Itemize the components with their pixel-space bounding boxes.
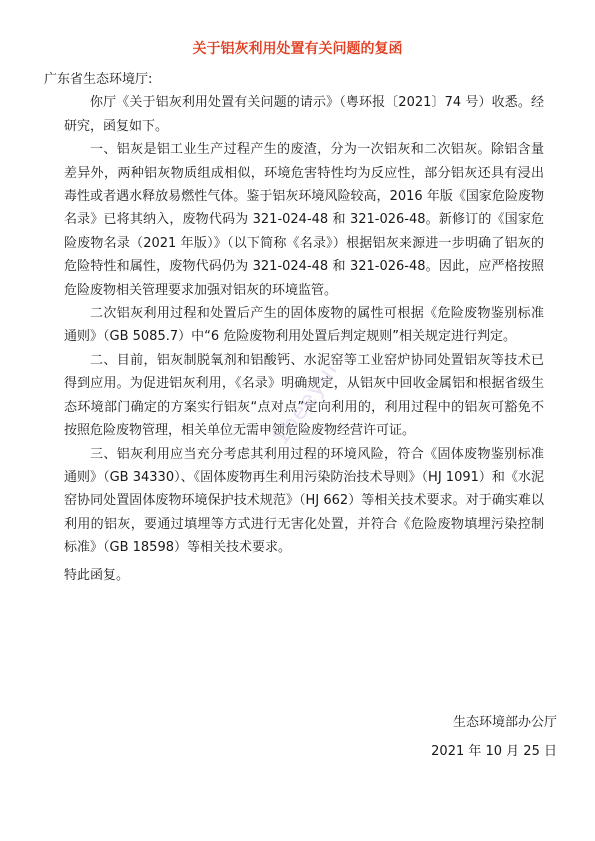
paragraph-one-b: [64, 302, 544, 349]
paragraph-intro-text: 你厅《关于铝灰利用处置有关问题的请示》（粤环报〔2021〕74 号）收悉。经研究，函复如下。: [64, 95, 544, 134]
paragraph-one-text: 一、铝灰是铝工业生产过程产生的废渣，分为一次铝灰和二次铝灰。除铝含量差异外，两种铝灰物质组成相似，环境危害特性均为反应性，部分铝灰还具有浸出毒性或者遇水释放易燃性气体。鉴于铝灰环境风险较高，2016 年版《国家危险废物名录》已将其纳入，废物代码为 321-024-48 和 321-026-48。新修订的《国家危险废物名录（2021 年版）》（以下简称《名录》）根据铝灰来源进一步明确了铝灰的危险特性和属性，废物代码仍为 321-024-48 和 321-026-48。因此，应严格按照危险废物相关管理要求加强对铝灰的环境监管。: [64, 142, 544, 298]
signature-office: 生态环境部办公厅: [452, 715, 557, 730]
paragraph-one: [64, 138, 544, 302]
document-body: [44, 68, 544, 587]
watermark-text: 1beeyul: [268, 357, 344, 450]
paragraph-one-b-text: 二次铝灰利用过程和处置后产生的固体废物的属性可根据《危险废物鉴别标准 通则》（GB 5085.7）中“6 危险废物利用处置后判定规则”相关规定进行判定。: [64, 306, 544, 345]
document-title: 关于铝灰利用处置有关问题的复函: [192, 41, 403, 57]
signature-date: 2021 年 10 月 25 日: [431, 744, 557, 759]
salutation: 广东省生态环境厅:: [44, 72, 153, 87]
signature-block: [431, 708, 557, 766]
paragraph-three-text: 三、铝灰利用应当充分考虑其利用过程的环境风险，符合《固体废物鉴别标准 通则》（GB 34330）、《固体废物再生利用污染防治技术导则》（HJ 1091）和《水泥窑协同处置固体废物环境保护技术规范》（HJ 662）等相关技术要求。对于确实难以利用的铝灰，要通过填埋等方式进行无害化处置，并符合《危险废物填埋污染控制标准》（GB 18598）等相关技术要求。: [64, 446, 544, 556]
paragraph-intro: [64, 91, 544, 138]
paragraph-three: [64, 443, 544, 560]
closing: 特此函复。: [64, 567, 130, 583]
paragraph-two: [64, 349, 544, 443]
paragraph-two-text: 二、目前，铝灰制脱氧剂和铝酸钙、水泥窑等工业窑炉协同处置铝灰等技术已得到应用。为促进铝灰利用，《名录》明确规定，从铝灰中回收金属铝和根据省级生态环境部门确定的方案实行铝灰“点对点”定向利用的，利用过程中的铝灰可豁免不按照危险废物管理，相关单位无需申领危险废物经营许可证。: [64, 352, 544, 439]
